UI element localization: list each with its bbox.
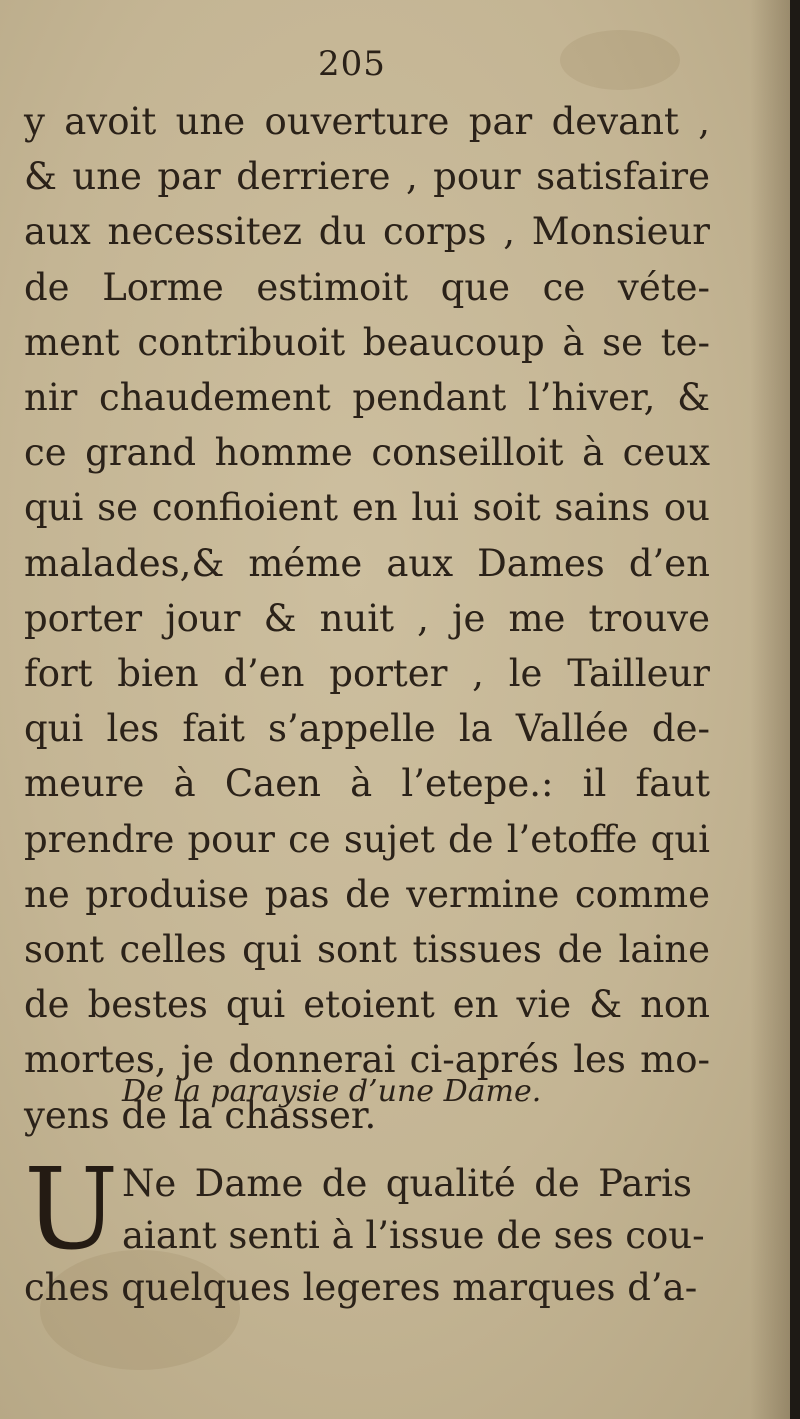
text-line: aux necessitez du corps , Monsieur [24, 210, 710, 254]
text-line: nir chaudement pendant l’hiver, & [24, 376, 710, 420]
text-line: sont celles qui sont tissues de laine [24, 928, 710, 972]
main-paragraph [24, 94, 710, 1143]
text-line: qui les fait s’appelle la Vallée de- [24, 707, 710, 751]
text-line: prendre pour ce sujet de l’etoffe qui [24, 817, 710, 861]
text-line: ne produise pas de vermine comme [24, 872, 710, 916]
text-line: ment contribuoit beaucoup à se te- [24, 320, 710, 364]
page-number: 205 [318, 44, 386, 84]
text-line: yens de la chasser. [24, 1093, 377, 1137]
drop-cap: U [24, 1145, 119, 1275]
text-line: de Lorme estimoit que ce véte- [24, 265, 710, 309]
page-edge [790, 0, 800, 1419]
text-line: y avoit une ouverture par devant , [24, 100, 710, 143]
text-line: de bestes qui etoient en vie & non [24, 983, 710, 1027]
text-line: Ne Dame de qualité de Paris [122, 1162, 692, 1205]
text-line: ches quelques legeres marques d’a- [24, 1266, 698, 1309]
text-line: malades,& méme aux Dames d’en [24, 541, 710, 585]
second-paragraph [24, 1145, 705, 1314]
text-line: & une par derriere , pour satisfaire [24, 155, 710, 199]
text-line: mortes, je donnerai ci-aprés les mo- [24, 1038, 710, 1082]
text-line: porter jour & nuit , je me trouve [24, 596, 710, 640]
text-line: aiant senti à l’issue de ses cou- [122, 1214, 705, 1257]
paper-stain [560, 30, 680, 90]
text-line: fort bien d’en porter , le Tailleur [24, 652, 710, 696]
text-line: qui se confioient en lui soit sains ou [24, 486, 710, 530]
text-line: meure à Caen à l’etepe.: il faut [24, 762, 710, 806]
text-line: ce grand homme conseilloit à ceux [24, 431, 710, 475]
section-heading: De la paraysie d’une Dame. [122, 1074, 542, 1109]
